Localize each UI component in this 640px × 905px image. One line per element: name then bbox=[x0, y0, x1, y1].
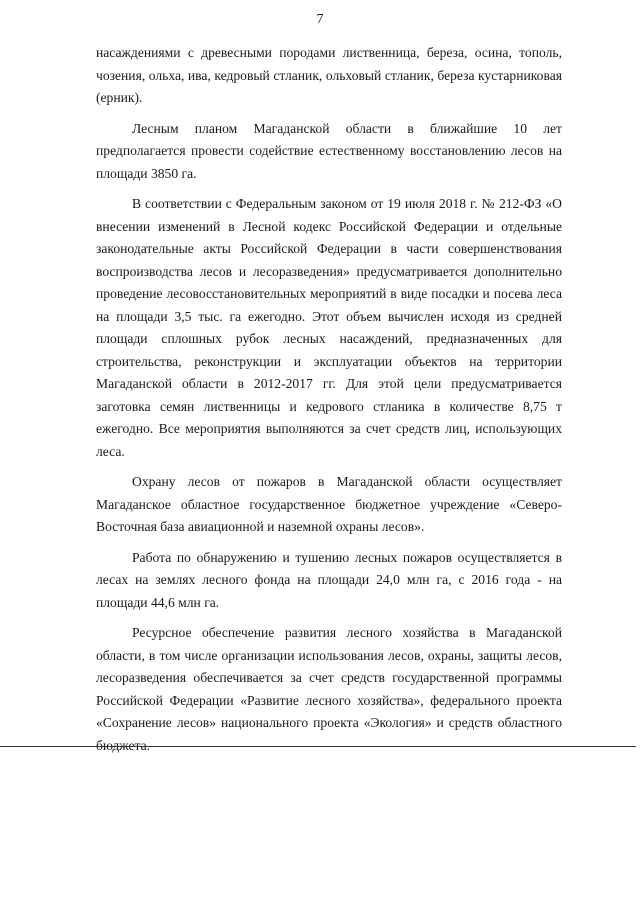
paragraph-funding: Ресурсное обеспечение развития лесного хозяйства в Магаданской области, в том числе организации использования лесов, охраны, защиты лесов, лесоразведения обеспечивается за счет средств государственной программы Российской Федерации «Развитие лесного хозяйства», федерального проекта «Сохранение лесов» национального проекта «Экология» и средств областного бюджета. bbox=[96, 625, 562, 753]
paragraph-federal-law: В соответствии с Федеральным законом от 19 июля 2018 г. № 212-ФЗ «О внесении изменений в Лесной кодекс Российской Федерации и отдельные законодательные акты Российской Федерации в части совершенствования воспроизводства лесов и лесоразведения» предусматривается дополнительно проведение лесовосстановительных мероприятий в виде посадки и посева леса на площади 3,5 тыс. га ежегодно. Этот объем вычислен исходя из средней площади сплошных рубок лесных насаждений, предназначенных для строительства, реконструкции и эксплуатации объектов на территории Магаданской области в 2012-2017 гг. Для этой цели предусматривается заготовка семян лиственницы и кедрового стланика в количестве 8,75 т ежегодно. Все мероприятия выполняются за счет средств лиц, использующих леса. bbox=[96, 196, 562, 459]
paragraph-fire-protection: Охрану лесов от пожаров в Магаданской области осуществляет Магаданское областное государственное бюджетное учреждение «Северо-Восточная база авиационной и наземной охраны лесов». bbox=[96, 474, 562, 534]
page-number: 7 bbox=[316, 12, 324, 27]
footer-divider bbox=[0, 746, 636, 747]
paragraph-firefighting: Работа по обнаружению и тушению лесных пожаров осуществляется в лесах на землях лесного фонда на площади 24,0 млн га, с 2016 года - на площади 44,6 млн га. bbox=[96, 549, 562, 610]
document-body bbox=[96, 42, 562, 765]
paragraph-forest-plan: Лесным планом Магаданской области в ближайшие 10 лет предполагается провести содействие естественному восстановлению лесов на площади 3850 га. bbox=[96, 120, 562, 181]
paragraph-continuation: насаждениями с древесными породами лиственница, береза, осина, тополь, чозения, ольха, ива, кедровый стланик, ольховый стланик, береза кустарниковая (ерник). bbox=[96, 45, 562, 105]
